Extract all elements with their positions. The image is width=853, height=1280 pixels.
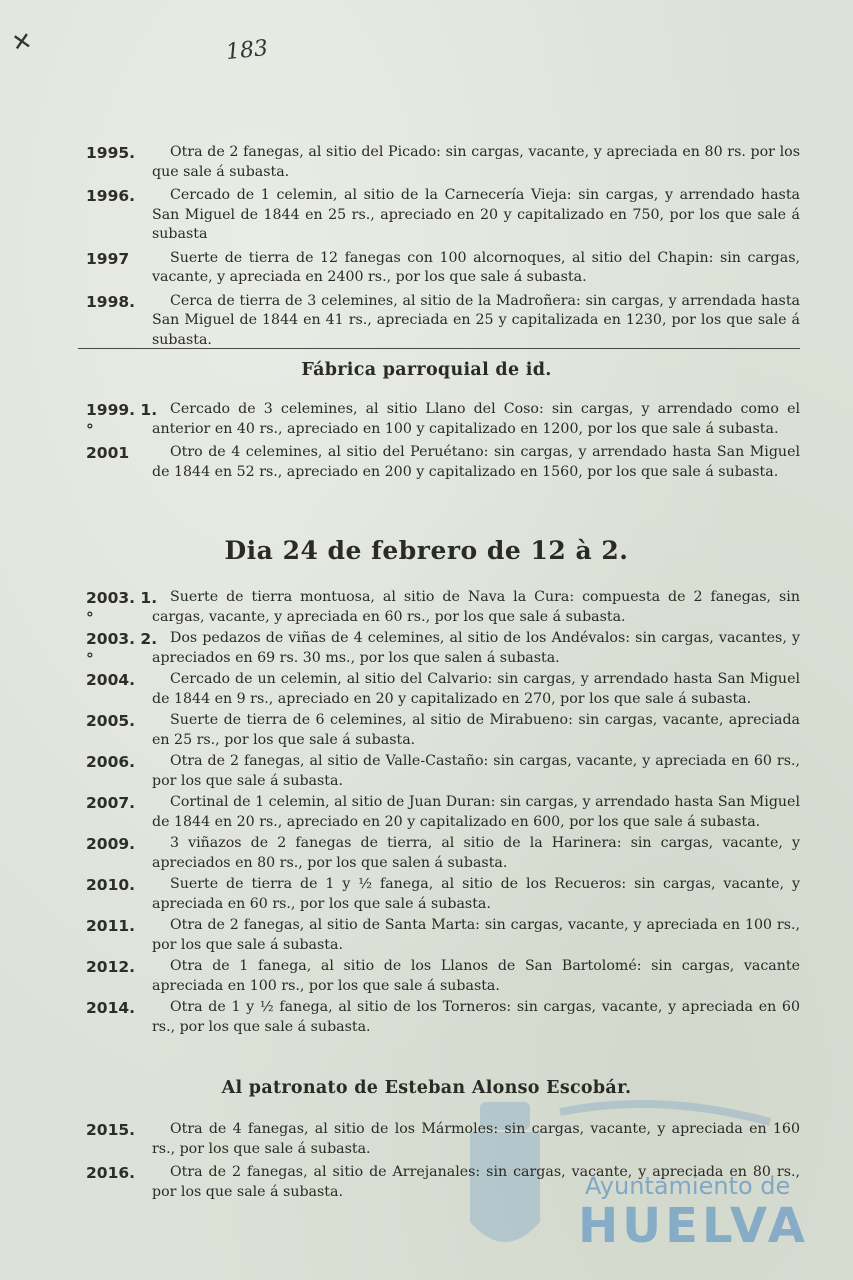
entry-text: Otra de 1 fanega, al sitio de los Llanos de San Bartolomé: sin cargas, vacante apreciada en 100 rs., por los que sale á subasta. bbox=[152, 958, 800, 994]
entry-text: Otro de 4 celemines, al sitio del Peruétano: sin cargas, y arrendado hasta San Miguel de 1844 en 52 rs., apreciado en 200 y capitalizado en 1560, por los que sale á subasta. bbox=[152, 444, 800, 480]
entry-number: 2010. bbox=[86, 876, 136, 894]
entry-number: 1997 bbox=[86, 249, 130, 268]
entry-number: 2001 bbox=[86, 444, 130, 462]
list-item bbox=[0, 186, 853, 245]
list-item bbox=[0, 998, 853, 1037]
list-item bbox=[0, 752, 853, 791]
entries-group-2 bbox=[0, 588, 853, 1037]
section-heading-text: Al patronato de Esteban Alonso Escobár. bbox=[221, 1078, 632, 1098]
section-heading-fabrica bbox=[0, 360, 853, 380]
list-item bbox=[0, 875, 853, 914]
entry-number: 2015. bbox=[86, 1121, 136, 1139]
entry-text: 3 viñazos de 2 fanegas de tierra, al sitio de la Harinera: sin cargas, vacante, y apreciados en 80 rs., por los que salen á subasta. bbox=[152, 835, 800, 871]
list-item bbox=[0, 629, 853, 668]
entry-number: 1996. bbox=[86, 187, 136, 205]
entry-text: Cortinal de 1 celemin, al sitio de Juan Duran: sin cargas, y arrendado hasta San Miguel de 1844 en 20 rs., apreciado en 20 y capitalizado en 600, por los que sale á subasta. bbox=[152, 794, 800, 830]
watermark-line-1: Ayuntamiento de bbox=[585, 1172, 791, 1200]
list-item bbox=[0, 916, 853, 955]
entry-number: 2009. bbox=[86, 835, 136, 853]
entry-text: Cercado de un celemin, al sitio del Calvario: sin cargas, y arrendado hasta San Miguel de 1844 en 9 rs., apreciado en 20 y capitalizado en 270, por los que sale á subasta. bbox=[152, 671, 800, 707]
entry-text: Otra de 2 fanegas, al sitio del Picado: sin cargas, vacante, y apreciada en 80 rs. por los que sale á subasta. bbox=[152, 144, 800, 180]
section-heading-text: Fábrica parroquial de id. bbox=[301, 360, 552, 380]
entry-text: Cercado de 1 celemin, al sitio de la Carnecería Vieja: sin cargas, y arrendado hasta San Miguel de 1844 en 25 rs., apreciado en 20 y capitalizado en 750, por los que sale á subasta bbox=[152, 187, 800, 242]
entry-number: 2003. 1.° bbox=[86, 589, 158, 627]
entry-number: 2011. bbox=[86, 917, 136, 935]
entries-fabrica bbox=[0, 400, 853, 482]
entry-text: Otra de 1 y ½ fanega, al sitio de los Torneros: sin cargas, vacante, y apreciada en 60 rs., por los que sale á subasta. bbox=[152, 999, 800, 1035]
entry-number: 1995. bbox=[86, 144, 136, 162]
list-item bbox=[0, 793, 853, 832]
list-item bbox=[0, 400, 853, 439]
list-item bbox=[0, 957, 853, 996]
entry-number: 2006. bbox=[86, 753, 136, 771]
list-item bbox=[0, 670, 853, 709]
list-item bbox=[0, 1120, 853, 1159]
list-item bbox=[0, 588, 853, 627]
entry-text: Dos pedazos de viñas de 4 celemines, al sitio de los Andévalos: sin cargas, vacantes, y apreciados en 69 rs. 30 ms., por los que salen á subasta. bbox=[152, 630, 800, 666]
list-item bbox=[0, 834, 853, 873]
entry-text: Suerte de tierra de 1 y ½ fanega, al sitio de los Recueros: sin cargas, vacante, y apreciada en 60 rs., por los que sale á subasta. bbox=[152, 876, 800, 912]
entry-text: Cerca de tierra de 3 celemines, al sitio de la Madroñera: sin cargas, y arrendada hasta San Miguel de 1844 en 41 rs., apreciada en 25 y capitalizada en 1230, por los que sale á subasta. bbox=[152, 292, 800, 348]
entry-text: Otra de 2 fanegas, al sitio de Valle-Castaño: sin cargas, vacante, y apreciada en 60 rs., por los que sale á subasta. bbox=[152, 753, 800, 789]
entry-text: Suerte de tierra de 12 fanegas con 100 alcornoques, al sitio del Chapin: sin cargas, vacante, y apreciada en 2400 rs., por los que sale á subasta. bbox=[152, 249, 800, 285]
entry-number: 1999. 1.° bbox=[86, 401, 158, 439]
entry-number: 2007. bbox=[86, 794, 136, 812]
entry-text: Suerte de tierra de 6 celemines, al sitio de Mirabueno: sin cargas, vacante, apreciada en 25 rs., por los que sale á subasta. bbox=[152, 712, 800, 748]
entry-text: Otra de 2 fanegas, al sitio de Santa Marta: sin cargas, vacante, y apreciada en 100 rs., por los que sale á subasta. bbox=[152, 917, 800, 953]
entries-group-1 bbox=[0, 143, 853, 350]
entry-number: 2012. bbox=[86, 958, 136, 976]
entry-text: Otra de 2 fanegas, al sitio de Arrejanales: sin cargas, vacante, y apreciada en 80 rs., por los que sale á subasta. bbox=[152, 1164, 800, 1200]
list-item bbox=[0, 249, 853, 288]
watermark-line-2: HUELVA bbox=[578, 1198, 809, 1254]
entry-number: 2005. bbox=[86, 712, 136, 730]
margin-cross-mark: ✕ bbox=[9, 26, 35, 58]
entry-number: 2004. bbox=[86, 671, 136, 689]
section-divider bbox=[78, 348, 800, 349]
entry-text: Otra de 4 fanegas, al sitio de los Mármoles: sin cargas, vacante, y apreciada en 160 rs., por los que sale á subasta. bbox=[152, 1121, 800, 1157]
entry-number: 2014. bbox=[86, 999, 136, 1017]
entry-text: Cercado de 3 celemines, al sitio Llano del Coso: sin cargas, y arrendado como el anterior en 40 rs., apreciado en 100 y capitalizado en 1200, por los que sale á subasta. bbox=[152, 401, 800, 437]
list-item bbox=[0, 292, 853, 351]
list-item bbox=[0, 1163, 853, 1202]
list-item bbox=[0, 443, 853, 482]
list-item bbox=[0, 143, 853, 182]
handwritten-page-number: 183 bbox=[224, 35, 270, 66]
entry-number: 2016. bbox=[86, 1164, 136, 1182]
entry-number: 2003. 2.° bbox=[86, 630, 158, 668]
list-item bbox=[0, 711, 853, 750]
entry-number: 1998. bbox=[86, 292, 136, 311]
date-heading: Dia 24 de febrero de 12 à 2. bbox=[224, 536, 629, 565]
entry-text: Suerte de tierra montuosa, al sitio de Nava la Cura: compuesta de 2 fanegas, sin cargas, vacante, y apreciada en 60 rs., por los que sale á subasta. bbox=[152, 589, 800, 625]
entries-patronato bbox=[0, 1120, 853, 1202]
